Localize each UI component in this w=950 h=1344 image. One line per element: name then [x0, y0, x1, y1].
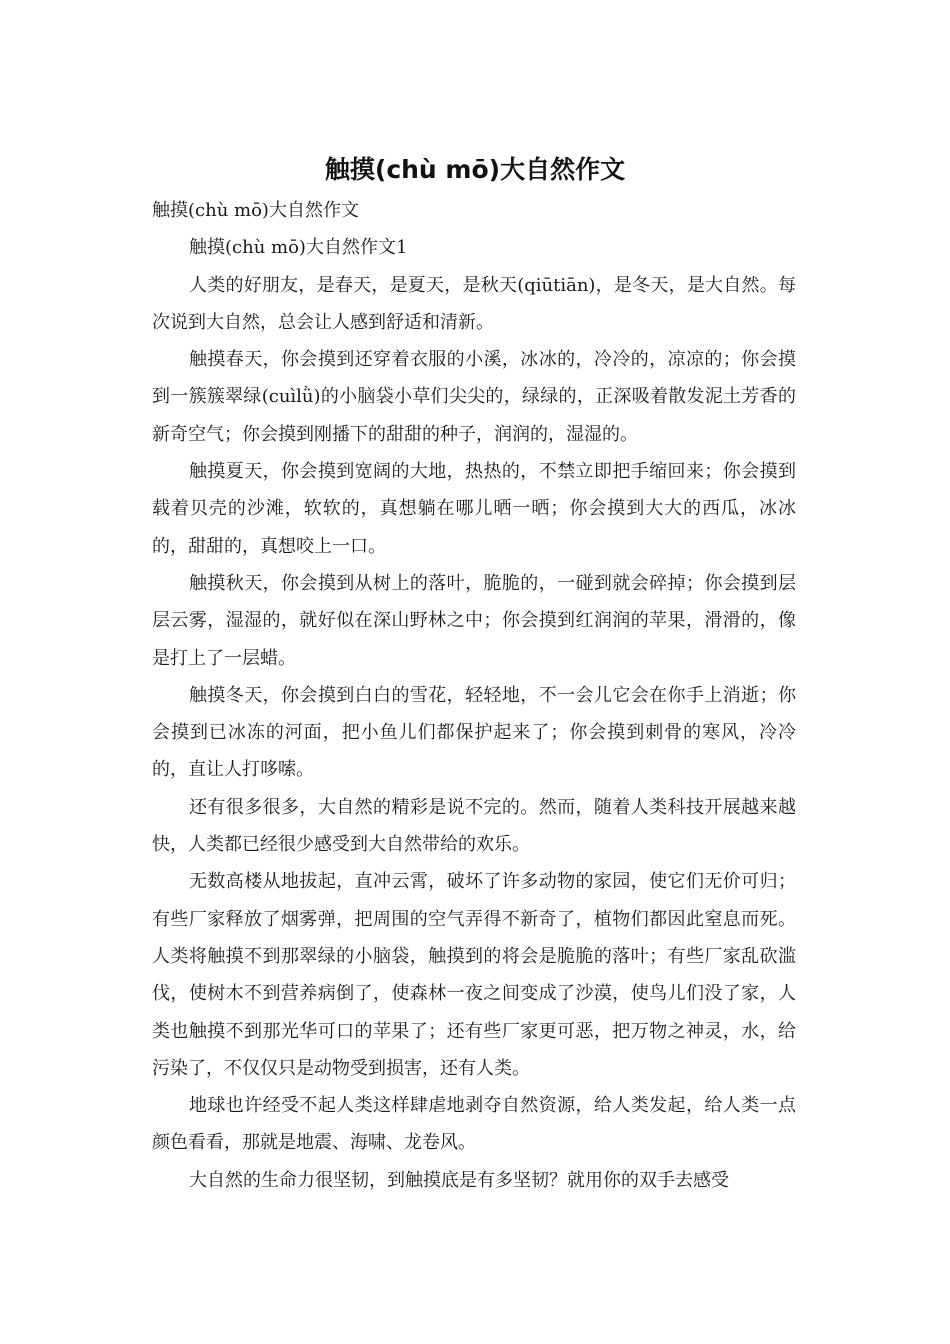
document-subtitle: 触摸(chù mō)大自然作文 [152, 200, 359, 221]
paragraph: 触摸秋天，你会摸到从树上的落叶，脆脆的，一碰到就会碎掉；你会摸到层层云雾，湿湿的，就好似在深山野林之中；你会摸到红润润的苹果，滑滑的，像是打上了一层蜡。 [152, 572, 796, 669]
paragraph: 地球也许经受不起人类这样肆虐地剥夺自然资源，给人类发起，给人类一点颜色看看，那就是地震、海啸、龙卷风。 [152, 1095, 796, 1154]
paragraph: 还有很多很多，大自然的精彩是说不完的。然而，随着人类科技开展越来越快，人类都已经很少感受到大自然带给的欢乐。 [152, 796, 796, 856]
paragraph: 无数高楼从地拔起，直冲云霄，破坏了许多动物的家园，使它们无价可归；有些厂家释放了烟雾弹，把周围的空气弄得不新奇了，植物们都因此窒息而死。人类将触摸不到那翠绿的小脑袋，触摸到的将会是脆脆的落叶；有些厂家乱砍滥伐，使树木不到营养病倒了，使森林一夜之间变成了沙漠，使鸟儿们没了家，人类也触摸不到那光华可口的苹果了；还有些厂家更可恶，把万物之神灵，水，给污染了，不仅仅只是动物受到损害，还有人类。 [152, 871, 796, 1079]
document-body [152, 192, 796, 1199]
paragraph: 人类的好朋友，是春天，是夏天，是秋天(qiūtiān)，是冬天，是大自然。每次说到大自然，总会让人感到舒适和清新。 [152, 274, 796, 333]
paragraph: 触摸冬天，你会摸到白白的雪花，轻轻地，不一会儿它会在你手上消逝；你会摸到已冰冻的河面，把小鱼儿们都保护起来了；你会摸到刺骨的寒风，冷冷的，直让人打哆嗦。 [152, 684, 796, 781]
paragraph: 大自然的生命力很坚韧，到触摸底是有多坚韧？就用你的双手去感受 [189, 1169, 729, 1191]
paragraph: 触摸夏天，你会摸到宽阔的大地，热热的，不禁立即把手缩回来；你会摸到载着贝壳的沙滩，软软的，真想躺在哪儿晒一晒；你会摸到大大的西瓜，冰冰的，甜甜的，真想咬上一口。 [152, 461, 796, 557]
paragraph: 触摸春天，你会摸到还穿着衣服的小溪，冰冰的，冷冷的，凉凉的；你会摸到一簇簇翠绿(cuìlǜ)的小脑袋小草们尖尖的，绿绿的，正深吸着散发泥土芳香的新奇空气；你会摸到刚播下的甜甜的种子，润润的，湿湿的。 [152, 349, 796, 445]
document-title: 触摸(chù mō)大自然作文 [324, 155, 626, 184]
section-heading: 触摸(chù mō)大自然作文1 [189, 237, 408, 259]
